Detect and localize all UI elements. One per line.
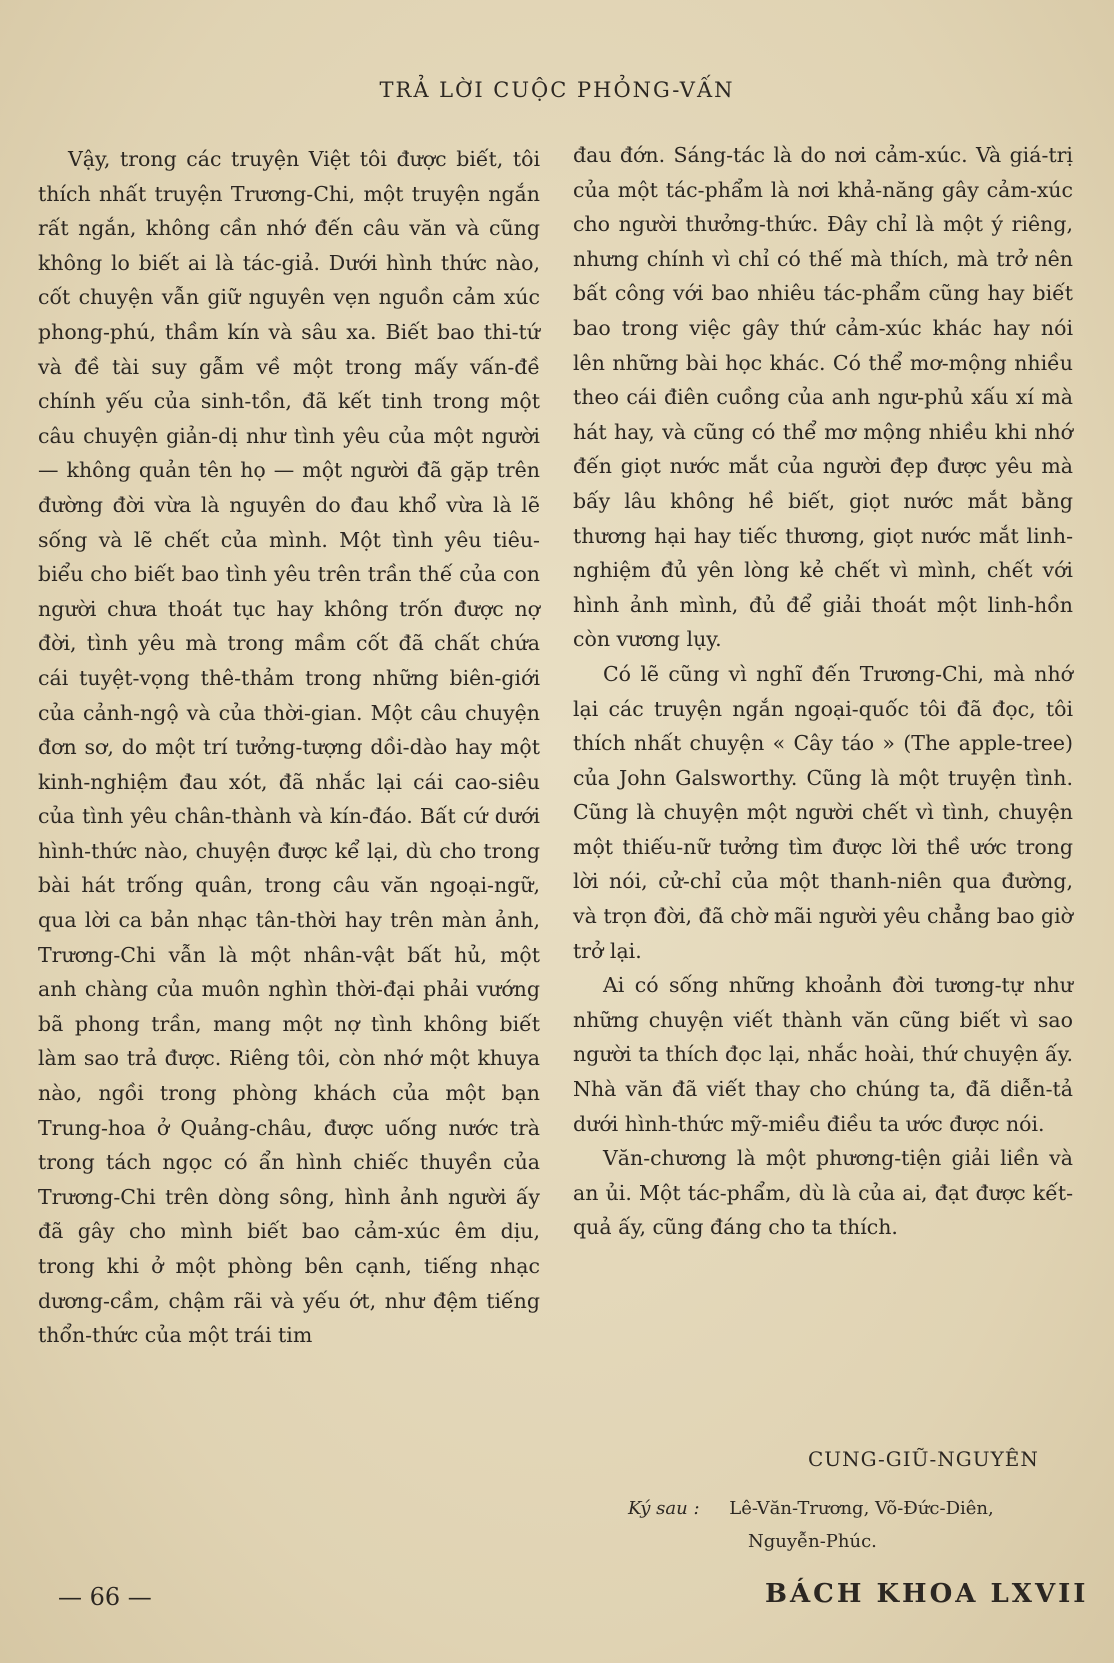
running-header: TRẢ LỜI CUỘC PHỎNG-VẤN [379, 78, 735, 102]
left-column [38, 142, 540, 1353]
body-paragraph: đau đớn. Sáng-tác là do nơi cảm-xúc. Và giá-trị của một tác-phẩm là nơi khả-năng gây cảm-xúc cho người thưởng-thức. Đây chỉ là một ý riêng, nhưng chính vì chỉ có thế mà thích, mà trở nên bất công với bao nhiêu tác-phẩm cũng hay biết bao trong việc gây thứ cảm-xúc khác hay nói lên những bài học khác. Có thể mơ-mộng nhiều theo cái điên cuồng của anh ngư-phủ xấu xí mà hát hay, và cũng có thể mơ mộng nhiều khi nhớ đến giọt nước mắt của người đẹp được yêu mà bấy lâu không hề biết, giọt nước mắt bằng thương hại hay tiếc thương, giọt nước mắt linh-nghiệm đủ yên lòng kẻ chết vì mình, chết với hình ảnh mình, đủ để giải thoát một linh-hồn còn vương lụy. [573, 143, 1073, 652]
author-signature: CUNG-GIŨ-NGUYÊN [808, 1447, 1039, 1471]
body-paragraph: Có lẽ cũng vì nghĩ đến Trương-Chi, mà nhớ lại các truyện ngắn ngoại-quốc tôi đã đọc, tôi thích nhất chuyện « Cây táo » (The apple-tree) của John Galsworthy. Cũng là một truyện tình. Cũng là chuyện một người chết vì tình, chuyện một thiếu-nữ tưởng tìm được lời thề ước trong lời nói, cử-chỉ của một thanh-niên qua đường, và trọn đời, đã chờ mãi người yêu chẳng bao giờ trở lại. [573, 661, 1073, 963]
body-paragraph: Ai có sống những khoảnh đời tương-tự như những chuyện viết thành văn cũng biết vì sao người ta thích đọc lại, nhắc hoài, thứ chuyện ấy. Nhà văn đã viết thay cho chúng ta, đã diễn-tả dưới hình-thức mỹ-miều điều ta ước được nói. [573, 973, 1073, 1136]
body-paragraph: Văn-chương là một phương-tiện giải liền và an ủi. Một tác-phẩm, dù là của ai, đạt được kết-quả ấy, cũng đáng cho ta thích. [573, 1146, 1073, 1240]
co-signers-names: Nguyễn-Phúc. [748, 1531, 877, 1552]
publication-title: BÁCH KHOA LXVII [765, 1579, 1089, 1609]
right-column [573, 138, 1073, 1245]
co-signers-names: Lê-Văn-Trương, Võ-Đức-Diên, [729, 1498, 994, 1519]
page-number: — 66 — [58, 1583, 152, 1611]
co-signers [628, 1492, 1088, 1558]
body-paragraph: Vậy, trong các truyện Việt tôi được biết, tôi thích nhất truyện Trương-Chi, một truyện ngắn rất ngắn, không cần nhớ đến câu văn và cũng không lo biết ai là tác-giả. Dưới hình thức nào, cốt chuyện vẫn giữ nguyên vẹn nguồn cảm xúc phong-phú, thầm kín và sâu xa. Biết bao thi-tứ và đề tài suy gẫm về một trong mấy vấn-đề chính yếu của sinh-tồn, đã kết tinh trong một câu chuyện giản-dị như tình yêu của một người — không quản tên họ — một người đã gặp trên đường đời vừa là nguyên do đau khổ vừa là lẽ sống và lẽ chết của mình. Một tình yêu tiêu-biểu cho biết bao tình yêu trên trần thế của con người chưa thoát tục hay không trốn được nợ đời, tình yêu mà trong mầm cốt đã chất chứa cái tuyệt-vọng thê-thảm trong những biên-giới của cảnh-ngộ và của thời-gian. Một câu chuyện đơn sơ, do một trí tưởng-tượng dồi-dào hay một kinh-nghiệm đau xót, đã nhắc lại cái cao-siêu của tình yêu chân-thành và kín-đáo. Bất cứ dưới hình-thức nào, chuyện được kể lại, dù cho trong bài hát trống quân, trong câu văn ngoại-ngữ, qua lời ca bản nhạc tân-thời hay trên màn ảnh, Trương-Chi vẫn là một nhân-vật bất hủ, một anh chàng của muôn nghìn thời-đại phải vướng bã phong trần, mang một nợ tình không biết làm sao trả được. Riêng tôi, còn nhớ một khuya nào, ngồi trong phòng khách của một bạn Trung-hoa ở Quảng-châu, được uống nước trà trong tách ngọc có ẩn hình chiếc thuyền của Trương-Chi trên dòng sông, hình ảnh người ấy đã gây cho mình biết bao cảm-xúc êm dịu, trong khi ở một phòng bên cạnh, tiếng nhạc dương-cầm, chậm rãi và yếu ớt, như đệm tiếng thổn-thức của một trái tim [38, 147, 540, 1348]
co-signers-label: Ký sau : [628, 1498, 700, 1519]
